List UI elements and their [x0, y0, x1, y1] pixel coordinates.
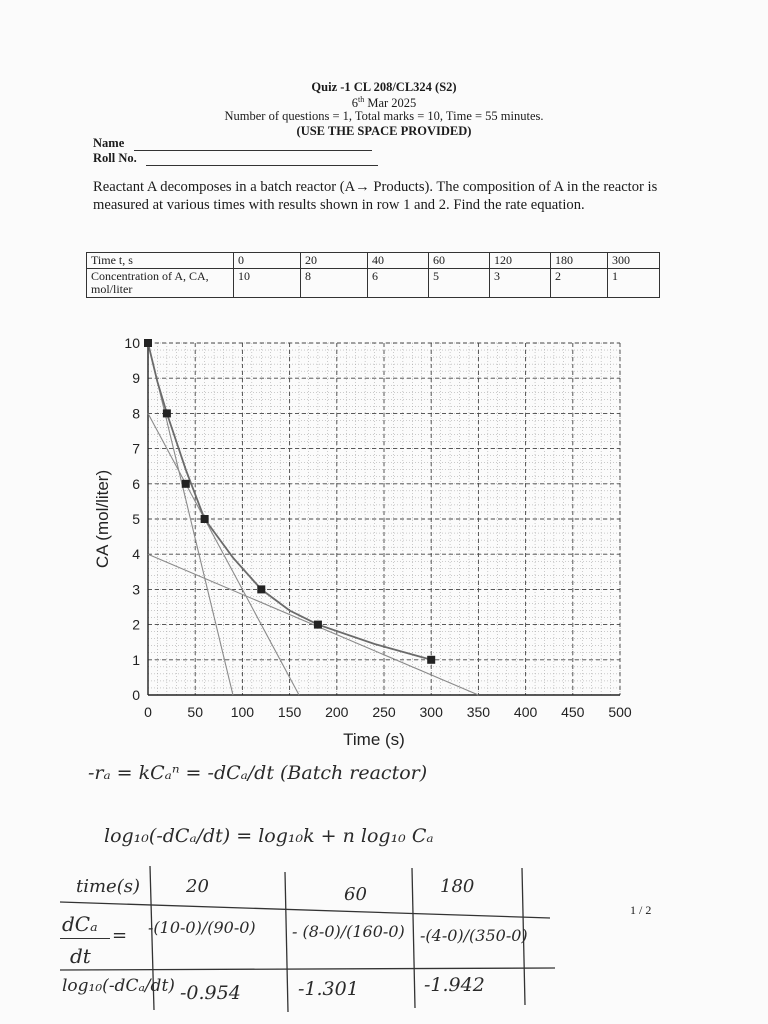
x-tick-label: 150 — [277, 704, 302, 720]
handwritten-log-value: -0.954 — [180, 982, 241, 1004]
name-label: Name — [93, 136, 125, 150]
y-tick-label: 6 — [132, 475, 140, 492]
roll-label: Roll No. — [93, 151, 137, 165]
table-row — [87, 253, 660, 269]
handwritten-deriv-value: - (8-0)/(160-0) — [292, 922, 405, 941]
x-tick-label: 100 — [230, 704, 255, 720]
handwritten-log-value: -1.942 — [424, 974, 485, 996]
table-cell: 60 — [429, 253, 490, 269]
handwritten-deriv-bottom: dt — [70, 944, 91, 968]
y-axis-label: CA (mol/liter) — [93, 469, 112, 569]
table-cell: 40 — [368, 253, 429, 269]
table-cell: 10 — [234, 269, 301, 298]
y-tick-label: 3 — [132, 581, 140, 598]
table-cell: 20 — [301, 253, 368, 269]
concentration-time-chart — [80, 330, 640, 760]
y-tick-label: 4 — [132, 546, 140, 563]
x-tick-label: 250 — [372, 704, 396, 720]
date-suffix: th — [357, 95, 365, 104]
y-tick-label: 1 — [132, 651, 140, 668]
x-tick-label: 450 — [561, 704, 585, 720]
data-point — [144, 339, 152, 347]
x-tick-label: 0 — [144, 704, 152, 720]
table-cell: 6 — [368, 269, 429, 298]
y-tick-label: 5 — [132, 511, 140, 527]
table-row — [87, 269, 660, 298]
data-point — [182, 480, 190, 488]
handwritten-rate-equation: -rₐ = kCₐⁿ = -dCₐ/dt (Batch reactor) — [88, 762, 428, 784]
data-point — [257, 585, 265, 593]
name-line — [134, 150, 372, 151]
row-label-line1: Concentration of A, CA, — [91, 269, 209, 283]
y-tick-label: 10 — [124, 335, 140, 351]
question-text: Reactant A decomposes in a batch reactor (A→ Products). The composition of A in the reactor is measured at various times with results shown in row 1 and 2. Find the rate equation. — [93, 179, 658, 213]
handwritten-time-value: 20 — [186, 876, 209, 897]
handwritten-deriv-value: -(4-0)/(350-0) — [420, 926, 528, 945]
y-tick-label: 8 — [132, 405, 140, 422]
page-number: 1 / 2 — [630, 903, 652, 917]
x-tick-label: 200 — [325, 704, 349, 720]
quiz-title: Quiz -1 CL 208/CL324 (S2) — [311, 80, 457, 94]
data-point — [163, 409, 171, 417]
data-point — [314, 621, 322, 629]
x-tick-label: 500 — [608, 704, 632, 720]
handwritten-time-value: 60 — [344, 884, 367, 905]
table-cell: 300 — [608, 253, 660, 269]
roll-line — [146, 165, 378, 166]
table-cell: 2 — [551, 269, 608, 298]
table-cell: 8 — [301, 269, 368, 298]
table-cell: 5 — [429, 269, 490, 298]
data-point — [427, 656, 435, 664]
handwritten-deriv-value: -(10-0)/(90-0) — [148, 918, 256, 937]
handwritten-log-value: -1.301 — [298, 978, 359, 1000]
x-tick-label: 400 — [513, 704, 538, 720]
row-label-line2: mol/liter — [91, 282, 133, 296]
handwritten-time-label: time(s) — [76, 876, 140, 897]
y-tick-label: 0 — [132, 687, 140, 703]
date-rest: Mar 2025 — [367, 96, 417, 111]
row-label-time: Time t, s — [87, 253, 234, 269]
table-cell: 180 — [551, 253, 608, 269]
handwritten-equals: = — [112, 925, 128, 946]
table-cell: 1 — [608, 269, 660, 298]
handwritten-log-label: log₁₀(-dCₐ/dt) — [62, 976, 175, 996]
quiz-info: Number of questions = 1, Total marks = 10, Time = 55 minutes. — [224, 109, 544, 123]
x-axis-label: Time (s) — [343, 730, 405, 749]
handwritten-fraction-bar — [60, 938, 110, 939]
x-tick-label: 300 — [419, 704, 443, 720]
table-cell: 0 — [234, 253, 301, 269]
x-tick-label: 350 — [466, 704, 491, 720]
x-tick-label: 50 — [187, 704, 203, 720]
y-tick-label: 7 — [132, 440, 140, 457]
table-cell: 3 — [490, 269, 551, 298]
y-tick-label: 9 — [132, 370, 140, 387]
date-day: 6 — [351, 96, 358, 111]
handwritten-log-equation: log₁₀(-dCₐ/dt) = log₁₀k + n log₁₀ Cₐ — [104, 825, 434, 847]
handwritten-time-value: 180 — [440, 876, 475, 897]
table-cell: 120 — [490, 253, 551, 269]
quiz-note: (USE THE SPACE PROVIDED) — [296, 124, 472, 138]
data-table — [86, 252, 660, 298]
data-point — [201, 515, 209, 523]
row-label-concentration — [87, 269, 234, 298]
handwritten-deriv-top: dCₐ — [62, 912, 98, 936]
y-tick-label: 2 — [132, 616, 140, 633]
